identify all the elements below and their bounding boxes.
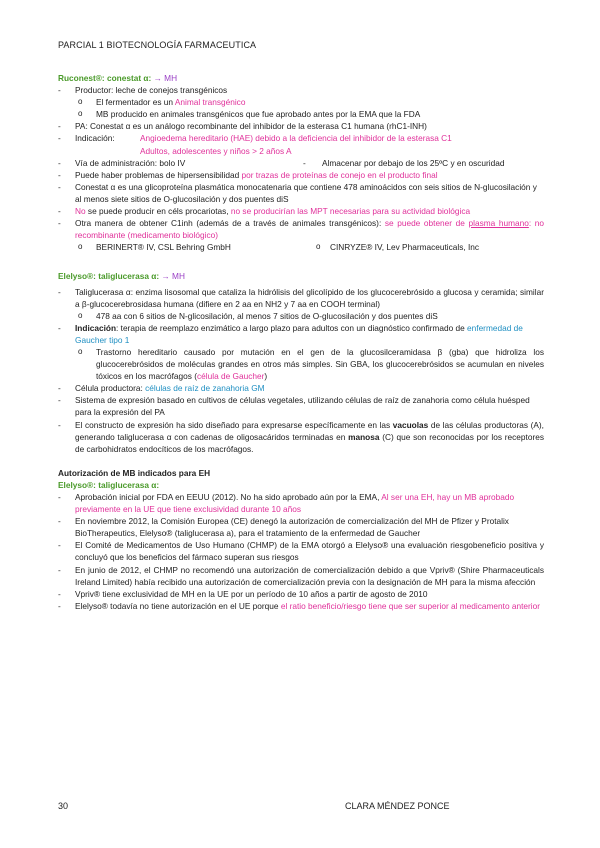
section-subheading: Elelyso®: taliglucerasa α: [58,479,160,490]
arrow-right-icon: → MH [161,271,185,282]
page-number: 30 [58,801,69,811]
list-item: - Elelyso® todavía no tiene autorización en el UE porque el ratio beneficio/riesgo tiene que ser superior al medicamento anterior [58,600,541,611]
list-item: - Taliglucerasa α: enzima lisosomal que cataliza la hidrólisis del glicolípido de los glucocerebrósido a glucosa y ceramida; similar a β-glucocerebrosidasa humana (difiere en 2 aa en NH2 y 7 aa en COOH terminal) [58,286,544,309]
list-item: - Vpriv® tiene exclusividad de MH en la UE por un período de 10 años a partir de agosto de 2010 [58,588,428,599]
arrow-right-icon: → MH [153,73,178,83]
list-item: - El constructo de expresión ha sido diseñado para expresarse específicamente en las vacuolas de las células productoras (A), generando taliglucerasa α con cadenas de oligosacáridos terminadas en manosa (C) que son reconocidas por los receptores de carbohidratos endocíticos de los macrófagos. [58,419,544,454]
sub-list-item: o El fermentador es un Animal transgénico [78,97,246,108]
list-item: - Aprobación inicial por FDA en EEUU (2012). No ha sido aprobado aún por la EMA, Al ser una EH, hay un MB aprobado previamente en la UE que tiene exclusividad durante 10 años [58,492,515,515]
elelyso-heading: Elelyso®: taliglucerasa α: → MH [58,271,185,282]
ruconest-heading: Ruconest®: conestat α: → MH [58,73,178,83]
list-item: - Célula productora: células de raíz de zanahoria GM [58,383,265,394]
list-item: - Otra manera de obtener C1inh (además de a través de animales transgénicos): se puede obtener de plasma humano: no recombinante (medicamento biológico) [58,218,544,241]
list-item: - En noviembre 2012, la Comisión Europea (CE) denegó la autorización de comercialización del MH de Pfizer y Protalix BioTherapeutics, Elelyso® (taliglucerasa a), para el tratamiento de la enfermedad de Gaucher [58,516,509,539]
list-item: - No se puede producir en céls procariotas, no se producirían las MPT necesarias para su actividad biológica [58,206,471,217]
list-item: - Sistema de expresión basado en cultivos de células vegetales, utilizando células de raíz de zanahoria como célula huésped para la expresión del PA [58,395,530,418]
sub-list-item: o Trastorno hereditario causado por mutación en el gen de la glucosilceramidasa β (gba) que hidroliza los glucocerebrósidos de moléculas grandes en otros más simples. Sin GBA, los glucocerebrósidos se acumulan en niveles tóxicos en los macrófagos (célula de Gaucher) [78,346,544,382]
list-item-indicacion: - Indicación: Angioedema hereditario (HAE) debido a la deficiencia del inhibidor de la esterasa C1 Adultos, adolescentes y niños > 2 años A [58,133,452,156]
document-body [58,72,544,612]
page-header: PARCIAL 1 BIOTECNOLOGÍA FARMACEUTICA [58,40,257,50]
sub-list-item-products: o BERINERT® IV, CSL Behring GmbH o CINRYZE® IV, Lev Pharmaceuticals, Inc [78,242,480,253]
list-item: - Conestat α es una glicoproteína plasmática monocatenaria que contiene 478 aminoácidos con seis sitios de N-glucosilación y al menos siete sitios de O-glucosilación y dos puentes diS [58,181,537,204]
list-item: - Productor: leche de conejos transgénicos [58,85,228,96]
list-item: - El Comité de Medicamentos de Uso Humano (CHMP) de la EMA otorgó a Elelyso® una evaluación riesgobeneficio positiva y concluyó que los beneficios del fármaco superan sus riesgos [58,540,544,563]
footer-author: CLARA MÉNDEZ PONCE [345,801,450,811]
sub-list-item: o 478 aa con 6 sitios de N-glicosilación, al menos 7 sitios de O-glucosilación y dos puentes diS [78,310,438,321]
sub-list-item: o MB producido en animales transgénicos que fue aprobado antes por la EMA que la FDA [78,109,421,120]
list-item: - PA: Conestat α es un análogo recombinante del inhibidor de la esterasa C1 humana (rhC1-INH) [58,121,427,132]
section-heading: Autorización de MB indicados para EH [58,467,211,478]
list-item: - En junio de 2012, el CHMP no recomendó una autorización de comercialización debido a que Vpriv® (Shire Pharmaceuticals Ireland Limited) había recibido una autorización de comercialización previa con la designación de MH para la misma afección [58,564,544,587]
list-item: - Puede haber problemas de hipersensibilidad por trazas de proteínas de conejo en el producto final [58,169,438,180]
list-item: - Indicación: terapia de reemplazo enzimático a largo plazo para adultos con un diagnóstico confirmado de enfermedad de Gaucher tipo 1 [58,322,523,345]
list-item-via: - Vía de administración: bolo IV - Almacenar por debajo de los 25ºC y en oscuridad [58,157,505,168]
